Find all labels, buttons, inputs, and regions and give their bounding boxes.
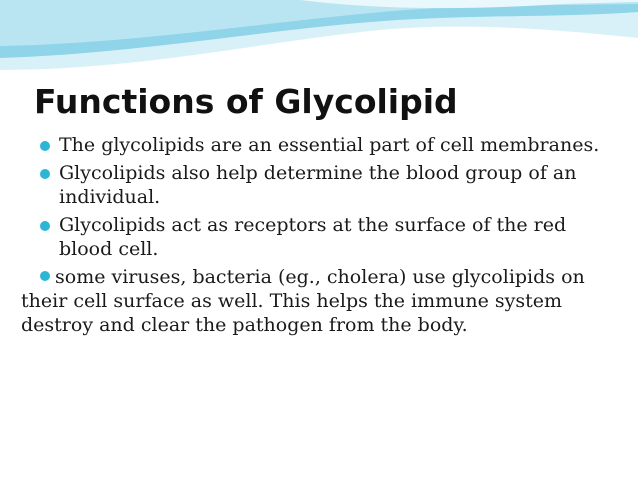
slide-title: Functions of Glycolipid [34, 82, 458, 121]
bullet-item [21, 265, 620, 337]
bullet-item [40, 213, 620, 261]
bullet-item [40, 161, 620, 209]
bullet-text: Glycolipids act as receptors at the surface of the red blood cell. [59, 214, 567, 260]
bullet-text: Glycolipids also help determine the blood group of an individual. [59, 162, 577, 208]
bullet-dot-icon [40, 141, 50, 151]
bullet-item [40, 133, 620, 157]
bullet-text: some viruses, bacteria (eg., cholera) use glycolipids on their cell surface as well. This helps the immune system destroy and clear the pathogen from the body. [21, 266, 585, 336]
bullet-text: The glycolipids are an essential part of cell membranes. [59, 134, 600, 156]
bullet-dot-icon [40, 221, 50, 231]
bullet-dot-icon [40, 169, 50, 179]
header-wave-decoration [0, 0, 638, 90]
bullet-list [21, 133, 620, 341]
bullet-dot-icon [40, 271, 50, 281]
